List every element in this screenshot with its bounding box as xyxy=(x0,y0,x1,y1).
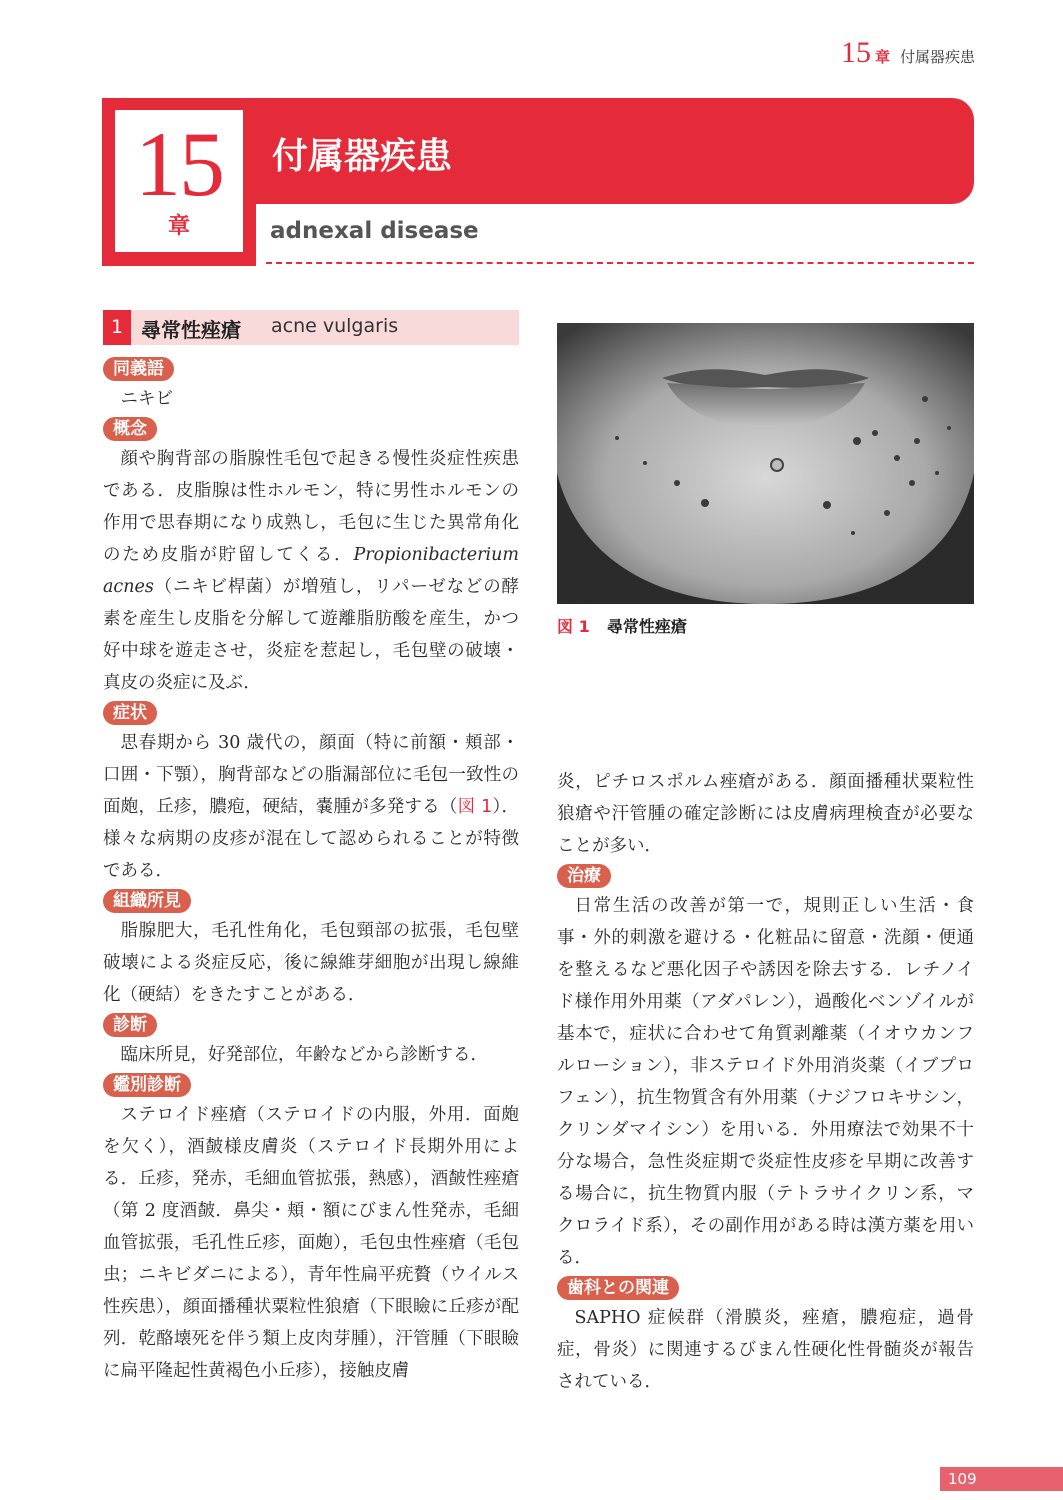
chapter-title: 付属器疾患 xyxy=(272,136,453,177)
histology-text: 脂腺肥大，毛孔性角化，毛包頸部の拡張，毛包壁破壊による炎症反応，後に線維芽細胞が出現し線維化（硬結）をきたすことがある． xyxy=(103,921,519,1005)
differential-tag: 鑑別診断 xyxy=(103,1073,191,1097)
running-chapter-number: 15 xyxy=(840,36,871,69)
symptom-text xyxy=(103,727,519,887)
figure-caption xyxy=(557,614,687,637)
chapter-divider xyxy=(266,262,974,264)
symptom-text-b: ）．様々な病期の皮疹が混在して認められることが特徴である． xyxy=(103,797,520,881)
figure-caption-text: 尋常性痤瘡 xyxy=(606,617,687,636)
treatment-tag: 治療 xyxy=(557,864,611,888)
left-column xyxy=(103,355,519,1387)
bacteria-name: Propionibacterium acnes xyxy=(103,545,519,597)
symptom-text-a: 思春期から 30 歳代の，顔面（特に前額・頬部・口囲・下顎），胸背部などの脂漏部位に毛包一致性の面皰，丘疹，膿疱，硬結，嚢腫が多発する（ xyxy=(103,733,519,817)
concept-text xyxy=(103,443,519,699)
synonym-text: ニキビ xyxy=(120,389,173,409)
page-number: 109 xyxy=(940,1467,1063,1491)
treatment-text: 日常生活の改善が第一で，規則正しい生活・食事・外的刺激を避ける・化粧品に留意・洗顔・便通を整えるなど悪化因子や誘因を除去する．レチノイド様作用外用薬（アダパレン），過酸化ベンゾイルが基本で，症状に合わせて角質剥離薬（イオウカンフルローション），非ステロイド外用消炎薬（イブプロフェン），抗生物質含有外用薬（ナジフロキサシン，クリンダマイシン）を用いる．外用療法で効果不十分な場合，急性炎症期で炎症性皮疹を早期に改善する場合に，抗生物質内服（テトラサイクリン系，マクロライド系），その副作用がある時は漢方薬を用いる． xyxy=(557,896,974,1268)
differential-continuation: 炎，ピチロスポルム痤瘡がある．顔面播種状粟粒性狼瘡や汗管腫の確定診断には皮膚病理検査が必要なことが多い． xyxy=(557,772,974,856)
concept-tag: 概念 xyxy=(103,417,157,441)
acne-photo xyxy=(557,323,974,604)
running-chapter-title: 付属器疾患 xyxy=(899,48,975,66)
dental-relation-text: SAPHO 症候群（滑膜炎，痤瘡，膿疱症，過骨症，骨炎）に関連するびまん性硬化性骨髄炎が報告されている． xyxy=(557,1308,974,1392)
chapter-number: 15 xyxy=(135,113,223,215)
acne-photo-illustration xyxy=(557,323,974,604)
section-title: 尋常性痤瘡 xyxy=(141,318,241,342)
symptom-tag: 症状 xyxy=(103,701,157,725)
differential-text: ステロイド痤瘡（ステロイドの内服，外用．面皰を欠く），酒皶様皮膚炎（ステロイド長期外用による．丘疹，発赤，毛細血管拡張，熱感），酒皶性痤瘡（第 2 度酒皶．鼻尖・頬・額にびまん性発赤，毛細血管拡張，毛孔性丘疹，面皰），毛包虫性痤瘡（毛包虫；ニキビダニによる），青年性扁平疣贅（ウイルス性疾患），顔面播種状粟粒性狼瘡（下眼瞼に丘疹が配列．乾酪壊死を伴う類上皮肉芽腫），汗管腫（下眼瞼に扁平隆起性黄褐色小丘疹），接触皮膚 xyxy=(103,1105,519,1381)
diagnosis-tag: 診断 xyxy=(103,1013,157,1037)
section-title-english: acne vulgaris xyxy=(271,315,399,337)
concept-text-b: （ニキビ桿菌）が増殖し，リパーゼなどの酵素を産生し皮脂を分解して遊離脂肪酸を産生，かつ好中球を遊走させ，炎症を惹起し，毛包壁の破壊・真皮の炎症に及ぶ． xyxy=(103,577,519,693)
section-header xyxy=(103,310,519,345)
concept-text-a: 顔や胸背部の脂腺性毛包で起きる慢性炎症性疾患である．皮脂腺は性ホルモン，特に男性ホルモンの作用で思春期になり成熟し，毛包に生じた異常角化のため皮脂が貯留してくる． xyxy=(103,449,519,565)
chapter-title-english: adnexal disease xyxy=(270,218,479,244)
histology-tag: 組織所見 xyxy=(103,889,191,913)
synonym-tag: 同義語 xyxy=(103,357,174,381)
figure-label: 図 1 xyxy=(557,617,590,636)
chapter-char: 章 xyxy=(167,214,190,239)
section-number: 1 xyxy=(103,310,131,345)
running-chapter-char: 章 xyxy=(874,48,890,66)
dental-relation-tag: 歯科との関連 xyxy=(557,1276,679,1300)
right-column xyxy=(557,766,974,1398)
running-header xyxy=(841,36,975,70)
figure-reference-link[interactable]: 図 1 xyxy=(457,797,493,817)
diagnosis-text: 臨床所見，好発部位，年齢などから診断する． xyxy=(120,1045,488,1065)
